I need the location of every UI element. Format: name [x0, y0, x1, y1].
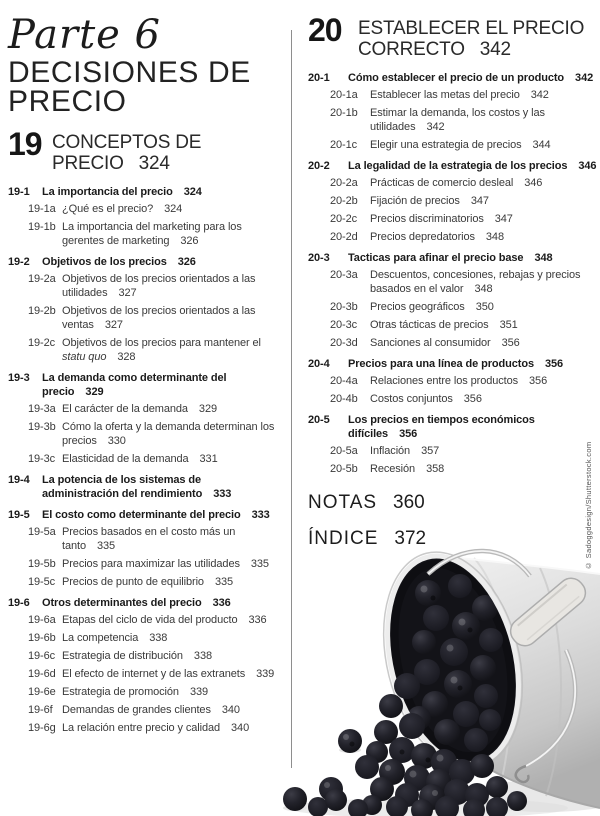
toc-subsection: [28, 402, 279, 416]
subsection-title-wrap: [370, 462, 598, 476]
subsection-number: 20-1c: [330, 138, 358, 151]
toc-subsection: [28, 613, 279, 627]
notas-entry: [308, 492, 598, 514]
chapter-20-heading: [308, 12, 598, 61]
section-page: 342: [575, 71, 594, 84]
subsection-page: 335: [96, 539, 116, 552]
section-number: 20-4: [308, 357, 330, 370]
section-title: El costo como determinante del precio: [42, 508, 241, 521]
subsection-number: 20-2d: [330, 230, 358, 243]
subsection-number: 20-5b: [330, 462, 358, 475]
subsection-page: 356: [529, 374, 548, 387]
subsection-page: 336: [248, 613, 267, 626]
subsection-title: Costos conjuntos: [370, 392, 453, 405]
part-title-line2: PRECIO: [8, 85, 127, 119]
subsection-page: 339: [256, 667, 275, 680]
subsection-number: 20-1a: [330, 88, 358, 101]
subsection-title: Elasticidad de la demanda: [62, 452, 189, 465]
section-number: 19-4: [8, 473, 30, 486]
toc-section: [8, 508, 279, 522]
subsection-title-wrap: [62, 649, 279, 663]
toc-section: [8, 371, 279, 399]
chapter-20-page: 342: [479, 39, 511, 61]
subsection-title-wrap: [370, 138, 598, 152]
section-page: 324: [183, 185, 202, 198]
subsection-title: El carácter de la demanda: [62, 402, 188, 415]
toc-subsection: [28, 703, 279, 717]
section-number: 19-1: [8, 185, 30, 198]
subsection-page: 347: [494, 212, 513, 225]
subsection-title: Estrategia de distribución: [62, 649, 183, 662]
chapter-19-title-line2: [52, 153, 279, 174]
subsection-title: Descuentos, concesiones, rebajas y precios basados en el valor: [370, 268, 581, 295]
toc-subsection: [28, 272, 279, 300]
subsection-title-wrap: [62, 402, 279, 416]
section-title-wrap: [42, 508, 279, 522]
section-number: 20-1: [308, 71, 330, 84]
subsection-page: 342: [530, 88, 549, 101]
toc-subsection: [330, 212, 598, 226]
subsection-page: 329: [198, 402, 217, 415]
toc-subsection: [28, 202, 279, 216]
subsection-title: Otras tácticas de precios: [370, 318, 489, 331]
subsection-title: Objetivos de los precios para mantener el: [62, 336, 261, 349]
toc-section: [308, 251, 598, 265]
section-title-wrap: [42, 185, 279, 199]
subsection-number: 19-6a: [28, 613, 56, 626]
chapter-19-heading: [8, 126, 279, 175]
section-title: Cómo establecer el precio de un producto: [348, 71, 565, 84]
subsection-number: 19-2c: [28, 336, 56, 349]
chapter-19-title-line2-text: PRECIO: [52, 153, 124, 175]
part-title-line1: DECISIONES DE: [8, 56, 251, 89]
subsection-number: 19-3c: [28, 452, 56, 465]
section-title-wrap: [42, 596, 279, 610]
chapter-19-toc: [8, 185, 279, 735]
indice-label: ÍNDICE: [308, 527, 379, 549]
subsection-title: Precios geográficos: [370, 300, 465, 313]
left-column: [8, 14, 279, 739]
toc-section: [8, 596, 279, 610]
photo-credit: © Sadoggdesign/Shutterstock.com: [584, 441, 593, 570]
toc-subsection: [28, 557, 279, 571]
subsection-page: 339: [189, 685, 208, 698]
chapter-20-number: 20: [308, 12, 342, 48]
part-label: Parte 6: [8, 12, 161, 58]
subsection-title: Establecer las metas del precio: [370, 88, 520, 101]
subsection-title: Precios para maximizar las utilidades: [62, 557, 240, 570]
blueberries-bucket-photo: [278, 538, 600, 816]
subsection-number: 19-6d: [28, 667, 56, 680]
subsection-title-wrap: [62, 721, 279, 735]
subsection-title: Sanciones al consumidor: [370, 336, 491, 349]
subsection-number: 20-3b: [330, 300, 358, 313]
section-page: 336: [212, 596, 231, 609]
toc-subsection: [330, 268, 598, 296]
notas-label: NOTAS: [308, 491, 378, 513]
subsection-title-wrap: [62, 202, 279, 216]
toc-subsection: [330, 138, 598, 152]
subsection-page: 324: [164, 202, 183, 215]
section-number: 20-5: [308, 413, 330, 426]
subsection-title: Precios basados en el costo más un tanto: [62, 525, 236, 552]
section-number: 19-2: [8, 255, 30, 268]
subsection-title: Recesión: [370, 462, 416, 475]
part-title: [8, 56, 279, 119]
subsection-title: Fijación de precios: [370, 194, 460, 207]
toc-subsection: [28, 452, 279, 466]
chapter-20-title-line2-text: CORRECTO: [358, 39, 465, 61]
toc-section: [308, 159, 598, 173]
chapter-20-title: [358, 18, 598, 61]
chapter-19-page: 324: [138, 153, 170, 175]
subsection-page: 356: [463, 392, 482, 405]
subsection-number: 20-2c: [330, 212, 358, 225]
section-title: La importancia del precio: [42, 185, 173, 198]
section-page: 329: [85, 385, 104, 398]
subsection-title-wrap: [370, 194, 598, 208]
subsection-number: 20-4b: [330, 392, 358, 405]
notas-page: 360: [393, 491, 425, 513]
chapter-19-title: [52, 132, 279, 175]
subsection-page: 327: [118, 286, 137, 299]
subsection-number: 19-3b: [28, 420, 56, 433]
subsection-page: 342: [426, 120, 445, 133]
subsection-number: 19-2a: [28, 272, 56, 285]
subsection-number: 19-6b: [28, 631, 56, 644]
subsection-number: 19-3a: [28, 402, 56, 415]
subsection-title-wrap: [370, 392, 598, 406]
section-title: Otros determinantes del precio: [42, 596, 202, 609]
backmatter: [308, 492, 598, 550]
subsection-title: La competencia: [62, 631, 139, 644]
subsection-title: Prácticas de comercio desleal: [370, 176, 514, 189]
subsection-page: 330: [107, 434, 126, 447]
toc-subsection: [330, 444, 598, 458]
section-page: 348: [534, 251, 553, 264]
subsection-title-wrap: [370, 106, 598, 134]
subsection-number: 19-2b: [28, 304, 56, 317]
subsection-title: ¿Qué es el precio?: [62, 202, 154, 215]
subsection-number: 19-6c: [28, 649, 56, 662]
section-title: Los precios en tiempos económicos difíciles: [348, 413, 535, 440]
subsection-number: 19-6f: [28, 703, 53, 716]
indice-page: 372: [394, 527, 427, 549]
section-title-wrap: [348, 357, 598, 371]
section-title: Precios para una línea de productos: [348, 357, 534, 370]
subsection-number: 20-2a: [330, 176, 358, 189]
subsection-page: 351: [499, 318, 518, 331]
toc-subsection: [28, 667, 279, 681]
subsection-title-wrap: [62, 420, 279, 448]
toc-subsection: [28, 631, 279, 645]
subsection-title-wrap: [62, 525, 279, 553]
subsection-title-wrap: [62, 575, 279, 589]
subsection-title-wrap: [370, 300, 598, 314]
toc-section: [308, 357, 598, 371]
subsection-page: 350: [475, 300, 494, 313]
subsection-title: Estrategia de promoción: [62, 685, 179, 698]
subsection-title: Objetivos de los precios orientados a las ventas: [62, 304, 256, 331]
toc-subsection: [330, 194, 598, 208]
section-page: 333: [251, 508, 270, 521]
subsection-title: Estimar la demanda, los costos y las utilidades: [370, 106, 545, 133]
chapter-20-title-line1: ESTABLECER EL PRECIO: [358, 18, 585, 39]
subsection-title: Relaciones entre los productos: [370, 374, 519, 387]
toc-subsection: [28, 220, 279, 248]
toc-subsection: [28, 304, 279, 332]
subsection-number: 20-3c: [330, 318, 358, 331]
subsection-page: 338: [149, 631, 168, 644]
toc-subsection: [28, 420, 279, 448]
toc-subsection: [330, 230, 598, 244]
section-title-wrap: [348, 251, 598, 265]
section-page: 333: [213, 487, 232, 500]
subsection-page: 326: [180, 234, 199, 247]
subsection-page: 331: [199, 452, 218, 465]
subsection-number: 20-3a: [330, 268, 358, 281]
subsection-page: 357: [421, 444, 440, 457]
subsection-title: Cómo la oferta y la demanda determinan los precios: [62, 420, 275, 447]
subsection-title-wrap: [370, 318, 598, 332]
chapter-19-number: 19: [8, 126, 42, 163]
subsection-title-wrap: [370, 176, 598, 190]
section-page: 346: [578, 159, 597, 172]
section-title-wrap: [42, 371, 279, 399]
subsection-title: El efecto de internet y de las extranets: [62, 667, 246, 680]
toc-subsection: [330, 300, 598, 314]
section-page: 326: [177, 255, 196, 268]
toc-subsection: [330, 176, 598, 190]
subsection-title-wrap: [62, 557, 279, 571]
subsection-number: 19-1a: [28, 202, 56, 215]
toc-subsection: [28, 525, 279, 553]
subsection-page: 347: [470, 194, 489, 207]
subsection-number: 19-5a: [28, 525, 56, 538]
section-title-wrap: [348, 159, 598, 173]
section-number: 19-6: [8, 596, 30, 609]
subsection-number: 20-4a: [330, 374, 358, 387]
subsection-title-wrap: [62, 703, 279, 717]
subsection-title-wrap: [370, 444, 598, 458]
section-title-wrap: [42, 255, 279, 269]
subsection-number: 19-5c: [28, 575, 56, 588]
section-number: 20-2: [308, 159, 330, 172]
subsection-page: 327: [104, 318, 123, 331]
toc-section: [308, 71, 598, 85]
section-number: 19-3: [8, 371, 30, 384]
subsection-title-wrap: [370, 268, 598, 296]
subsection-number: 20-2b: [330, 194, 358, 207]
subsection-title: Etapas del ciclo de vida del producto: [62, 613, 238, 626]
subsection-page: 356: [501, 336, 520, 349]
toc-section: [8, 185, 279, 199]
section-title: La potencia de los sistemas de administración del rendimiento: [42, 473, 203, 500]
subsection-title: Inflación: [370, 444, 411, 457]
subsection-page: 328: [117, 350, 136, 363]
subsection-title-italic: statu quo: [62, 350, 107, 363]
subsection-title: Elegir una estrategia de precios: [370, 138, 522, 151]
subsection-number: 20-3d: [330, 336, 358, 349]
subsection-title-wrap: [62, 685, 279, 699]
subsection-title-wrap: [62, 336, 279, 364]
subsection-number: 20-1b: [330, 106, 358, 119]
subsection-number: 19-6g: [28, 721, 56, 734]
section-title: Objetivos de los precios: [42, 255, 167, 268]
toc-section: [8, 255, 279, 269]
chapter-20-title-line2: [358, 39, 598, 60]
subsection-page: 335: [214, 575, 233, 588]
toc-subsection: [28, 685, 279, 699]
subsection-title-wrap: [370, 212, 598, 226]
subsection-title-wrap: [62, 304, 279, 332]
toc-subsection: [330, 88, 598, 102]
toc-subsection: [330, 462, 598, 476]
subsection-page: 348: [485, 230, 504, 243]
toc-subsection: [330, 392, 598, 406]
subsection-title-wrap: [370, 374, 598, 388]
toc-subsection: [28, 649, 279, 663]
right-column: [308, 10, 598, 564]
subsection-page: 344: [532, 138, 551, 151]
subsection-title-wrap: [62, 613, 279, 627]
subsection-page: 346: [524, 176, 543, 189]
subsection-title: Precios discriminatorios: [370, 212, 484, 225]
section-title: Tacticas para afinar el precio base: [348, 251, 524, 264]
section-title-wrap: [42, 473, 279, 501]
section-page: 356: [545, 357, 564, 370]
subsection-title: Precios depredatorios: [370, 230, 475, 243]
subsection-title: La importancia del marketing para los gerentes de marketing: [62, 220, 242, 247]
subsection-title: La relación entre precio y calidad: [62, 721, 221, 734]
toc-subsection: [28, 336, 279, 364]
subsection-title-wrap: [370, 230, 598, 244]
section-title: La demanda como determinante del precio: [42, 371, 227, 398]
subsection-page: 335: [250, 557, 269, 570]
subsection-page: 338: [193, 649, 212, 662]
subsection-page: 340: [221, 703, 240, 716]
toc-section: [308, 413, 598, 441]
section-number: 19-5: [8, 508, 30, 521]
section-title-wrap: [348, 71, 598, 85]
section-number: 20-3: [308, 251, 330, 264]
subsection-page: 340: [231, 721, 250, 734]
toc-subsection: [330, 106, 598, 134]
subsection-title-wrap: [62, 667, 279, 681]
subsection-title-wrap: [62, 220, 279, 248]
section-title: La legalidad de la estrategia de los precios: [348, 159, 568, 172]
subsection-page: 348: [474, 282, 493, 295]
section-page: 356: [399, 427, 418, 440]
subsection-title: Demandas de grandes clientes: [62, 703, 211, 716]
subsection-title: Precios de punto de equilibrio: [62, 575, 204, 588]
subsection-title-wrap: [370, 336, 598, 350]
section-title-wrap: [348, 413, 598, 441]
subsection-page: 358: [426, 462, 445, 475]
subsection-number: 19-5b: [28, 557, 56, 570]
chapter-19-title-line1: CONCEPTOS DE: [52, 132, 202, 154]
chapter-20-toc: [308, 71, 598, 476]
subsection-title-wrap: [370, 88, 598, 102]
subsection-title-wrap: [62, 631, 279, 645]
toc-subsection: [330, 318, 598, 332]
indice-entry: [308, 528, 598, 550]
subsection-title-wrap: [62, 452, 279, 466]
toc-subsection: [28, 575, 279, 589]
subsection-number: 19-1b: [28, 220, 56, 233]
toc-subsection: [330, 374, 598, 388]
toc-section: [8, 473, 279, 501]
subsection-number: 20-5a: [330, 444, 358, 457]
subsection-number: 19-6e: [28, 685, 56, 698]
toc-subsection: [28, 721, 279, 735]
subsection-title: Objetivos de los precios orientados a las utilidades: [62, 272, 256, 299]
toc-subsection: [330, 336, 598, 350]
subsection-title-wrap: [62, 272, 279, 300]
